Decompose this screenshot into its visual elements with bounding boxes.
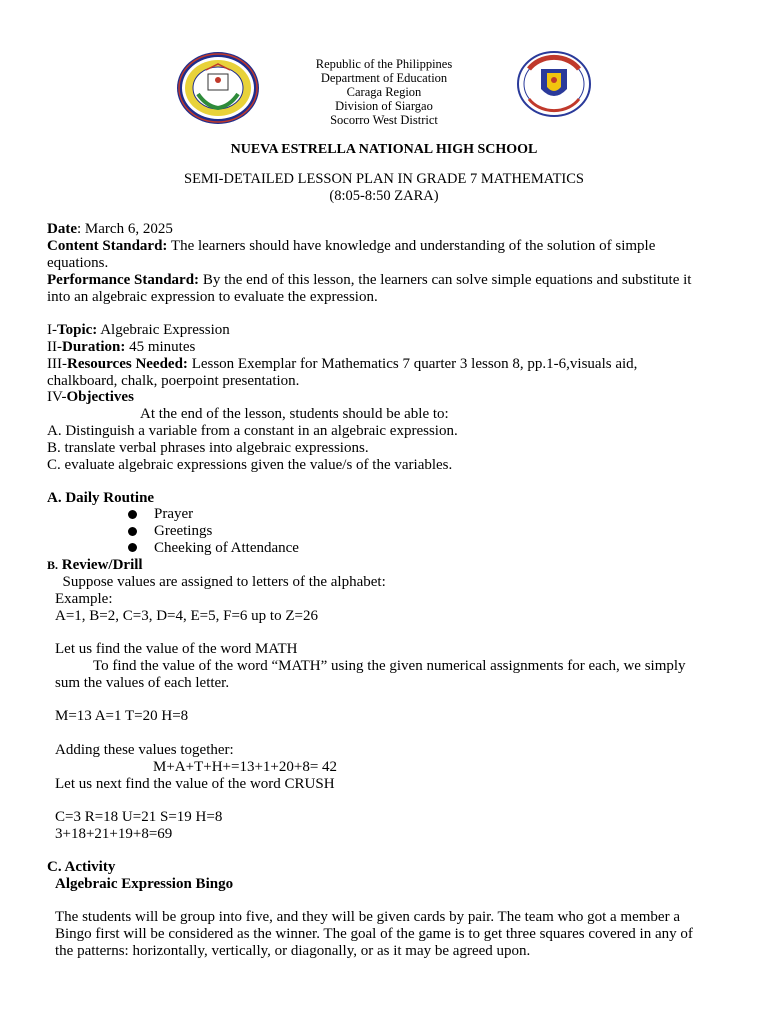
review-prefix: B. [47, 558, 59, 572]
performance-standard-label: Performance Standard: [47, 272, 200, 288]
activity-subheading: Algebraic Expression Bingo [55, 876, 234, 892]
topic-line [47, 322, 230, 339]
activity-line: The students will be group into five, and they will be given cards by pair. The team who got a member a [55, 909, 680, 925]
content-standard-label: Content Standard: [47, 238, 168, 254]
header-line: Socorro West District [330, 113, 438, 127]
lesson-title-text: SEMI-DETAILED LESSON PLAN IN GRADE 7 MATHEMATICS [184, 171, 584, 187]
performance-standard-line1 [47, 272, 691, 289]
objective-item: C. evaluate algebraic expressions given the value/s of the variables. [47, 457, 453, 473]
review-line: Let us next find the value of the word CRUSH [55, 776, 335, 792]
activity-line: the patterns: horizontally, vertically, or diagonally, or as it may be agreed upon. [55, 943, 531, 959]
date-label: Date [47, 221, 77, 237]
list-item-label: Prayer [154, 506, 194, 522]
lesson-schedule: (8:05-8:50 ZARA) [329, 188, 439, 204]
daily-routine-list [128, 506, 299, 556]
header-line: Republic of the Philippines [315, 57, 453, 71]
bullet-icon [128, 510, 137, 519]
review-heading-text: Review/Drill [58, 557, 143, 573]
objectives-num: IV- [47, 389, 67, 405]
deped-seal-logo [517, 51, 591, 122]
review-line: Let us find the value of the word MATH [55, 641, 298, 657]
lesson-title [0, 171, 768, 205]
review-line: To find the value of the word “MATH” using the given numerical assignments for each, we simply [93, 658, 686, 674]
activity-line: Bingo first will be considered as the winner. The goal of the game is to get three squares covered in any of [55, 926, 693, 942]
review-line: sum the values of each letter. [55, 675, 230, 691]
review-line: Suppose values are assigned to letters of the alphabet: [55, 574, 386, 590]
bullet-icon [128, 527, 137, 536]
review-line: M=13 A=1 T=20 H=8 [55, 708, 189, 724]
duration-value: 45 minutes [125, 339, 196, 355]
resources-line1 [47, 356, 637, 373]
topic-num: I- [47, 322, 57, 338]
resources-label: Resources Needed: [66, 356, 188, 372]
date-line [47, 221, 173, 238]
resources-num: III- [47, 356, 67, 372]
duration-label: Duration: [62, 339, 126, 355]
school-seal-logo [176, 50, 260, 131]
objectives-intro: At the end of the lesson, students should be able to: [140, 406, 449, 422]
activity-heading: C. Activity [47, 859, 116, 875]
resources-text: Lesson Exemplar for Mathematics 7 quarter 3 lesson 8, pp.1-6,visuals aid, [187, 356, 638, 372]
header-line: Caraga Region [346, 85, 422, 99]
content-standard-line1 [47, 238, 655, 255]
date-value: : March 6, 2025 [77, 221, 173, 237]
school-name: NUEVA ESTRELLA NATIONAL HIGH SCHOOL [230, 142, 538, 157]
list-item [128, 540, 299, 557]
header-lines [284, 57, 484, 127]
objectives-label: Objectives [66, 389, 134, 405]
content-standard-text: The learners should have knowledge and understanding of the solution of simple [167, 238, 656, 254]
list-item-label: Greetings [154, 522, 213, 539]
performance-standard-text: By the end of this lesson, the learners can solve simple equations and substitute it [199, 272, 692, 288]
objectives-heading [47, 389, 134, 406]
duration-num: II- [47, 339, 62, 355]
topic-label: Topic: [57, 322, 98, 338]
daily-routine-heading: A. Daily Routine [47, 490, 155, 506]
list-item-label: Cheeking of Attendance [154, 539, 299, 556]
duration-line [47, 339, 195, 356]
topic-value: Algebraic Expression [97, 322, 230, 338]
bullet-icon [128, 543, 137, 552]
header-line: Department of Education [320, 71, 448, 85]
review-line: Example: [55, 591, 113, 607]
objective-item: B. translate verbal phrases into algebraic expressions. [47, 440, 369, 456]
review-line: 3+18+21+19+8=69 [55, 826, 173, 842]
objective-item: A. Distinguish a variable from a constant in an algebraic expression. [47, 423, 458, 439]
review-line: Adding these values together: [55, 742, 234, 758]
review-line: C=3 R=18 U=21 S=19 H=8 [55, 809, 223, 825]
list-item [128, 506, 299, 523]
content-standard-line2: equations. [47, 255, 109, 271]
review-heading [47, 557, 143, 574]
header-line: Division of Siargao [335, 99, 433, 113]
review-line: M+A+T+H+=13+1+20+8= 42 [153, 759, 338, 775]
resources-line2: chalkboard, chalk, poerpoint presentation. [47, 373, 300, 389]
review-line: A=1, B=2, C=3, D=4, E=5, F=6 up to Z=26 [55, 608, 318, 624]
list-item [128, 523, 299, 540]
performance-standard-line2: into an algebraic expression to evaluate the expression. [47, 289, 378, 305]
